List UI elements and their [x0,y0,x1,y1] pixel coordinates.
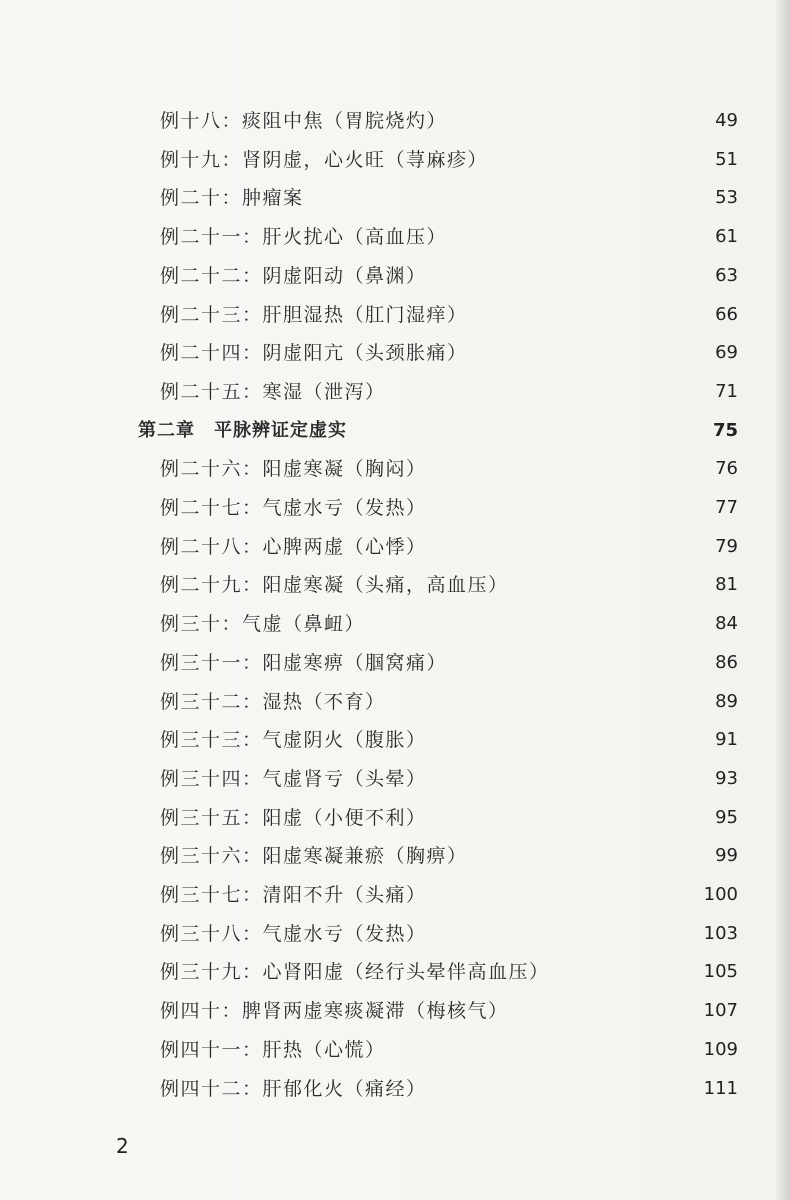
toc-entry [160,261,738,291]
toc-entry-title: 例十八：痰阻中焦（胃脘烧灼） [160,110,448,132]
toc-entry-title: 例四十：脾肾两虚寒痰凝滞（梅核气） [160,1000,509,1022]
dot-leader [435,764,708,794]
toc-entry-title: 例十九：肾阴虚，心火旺（荨麻疹） [160,149,489,171]
toc-entry [160,183,738,213]
toc-entry-page: 111 [703,1078,738,1099]
toc-entry-page: 79 [715,536,738,557]
toc-entry [160,803,738,833]
toc-entry [160,919,738,949]
toc-entry [160,222,738,252]
dot-leader [435,493,708,523]
toc-entry-title: 例三十五：阳虚（小便不利） [160,807,427,829]
toc-entry [160,300,738,330]
dot-leader [435,725,708,755]
toc-entry-page: 71 [715,381,738,402]
toc-entry [160,338,738,368]
toc-entry-title: 例三十三：气虚阴火（腹胀） [160,729,427,751]
toc-entry [160,609,738,639]
toc-entry-title: 例三十四：气虚肾亏（头晕） [160,768,427,790]
toc-entry-page: 99 [715,845,738,866]
toc-entry [160,687,738,717]
toc-entry-page: 105 [703,961,738,982]
toc-entry-page: 61 [715,226,738,247]
toc-entry-title: 例三十二：湿热（不育） [160,691,386,713]
dot-leader [355,416,705,446]
dot-leader [435,261,708,291]
toc-entry-page: 53 [715,187,738,208]
toc-entry-page: 51 [715,149,738,170]
dot-leader [435,880,696,910]
toc-entry-title: 例二十九：阳虚寒凝（头痛，高血压） [160,574,509,596]
toc-entry-title: 例二十二：阴虚阳动（鼻渊） [160,265,427,287]
toc-entry-page: 84 [715,613,738,634]
toc-entry [160,880,738,910]
dot-leader [394,1035,696,1065]
toc-entry-page: 109 [703,1039,738,1060]
toc-entry [160,454,738,484]
toc-entry-page: 95 [715,807,738,828]
dot-leader [476,300,708,330]
toc-entry-page: 100 [703,884,738,905]
toc-entry-title: 例三十八：气虚水亏（发热） [160,923,427,945]
dot-leader [435,454,708,484]
toc-entry-title: 例四十二：肝郁化火（痛经） [160,1078,427,1100]
dot-leader [435,803,708,833]
toc-entry-page: 91 [715,729,738,750]
dot-leader [455,648,707,678]
toc-entry-title: 例三十：气虚（鼻衄） [160,613,366,635]
toc-entry-title: 例四十一：肝热（心慌） [160,1039,386,1061]
dot-leader [435,919,696,949]
toc-entry-page: 86 [715,652,738,673]
toc-entry [160,570,738,600]
toc-entry-title: 例二十四：阴虚阳亢（头颈胀痛） [160,342,468,364]
dot-leader [455,222,707,252]
dot-leader [435,1074,696,1104]
dot-leader [435,532,708,562]
toc-entry [160,957,738,987]
toc-entry [160,106,738,136]
toc-entry-title: 例三十一：阳虚寒痹（腘窝痛） [160,652,448,674]
dot-leader [476,338,708,368]
dot-leader [373,609,707,639]
page-number: 2 [116,1134,129,1158]
toc-entry-title: 例二十六：阳虚寒凝（胸闷） [160,458,427,480]
dot-leader [312,183,708,213]
toc-entry-page: 49 [715,110,738,131]
toc-entry [160,532,738,562]
toc-entry [160,764,738,794]
toc-entry [160,493,738,523]
toc-entry-title: 例三十六：阳虚寒凝兼瘀（胸痹） [160,845,468,867]
dot-leader [496,145,707,175]
toc-entry-title: 例三十七：清阳不升（头痛） [160,884,427,906]
toc-entry-page: 66 [715,304,738,325]
dot-leader [517,996,696,1026]
toc-entry-page: 75 [712,420,738,441]
toc-entry-page: 81 [715,574,738,595]
dot-leader [558,957,696,987]
toc-entry-title: 例二十三：肝胆湿热（肛门湿痒） [160,304,468,326]
toc-chapter-heading [138,416,738,446]
toc-entry [160,725,738,755]
toc-entry-title: 例二十：肿瘤案 [160,187,304,209]
dot-leader [517,570,708,600]
toc-entry-page: 63 [715,265,738,286]
toc-entry-page: 93 [715,768,738,789]
toc-entry [160,996,738,1026]
dot-leader [476,841,708,871]
dot-leader [394,377,708,407]
toc-entry-title: 例二十八：心脾两虚（心悸） [160,536,427,558]
toc-entry [160,1035,738,1065]
toc-entry [160,145,738,175]
dot-leader [394,687,708,717]
toc-entry [160,1074,738,1104]
toc-entry-page: 77 [715,497,738,518]
toc-entry-page: 107 [703,1000,738,1021]
toc-entry [160,648,738,678]
toc-entry [160,377,738,407]
toc-entry-title: 例二十一：肝火扰心（高血压） [160,226,448,248]
dot-leader [455,106,707,136]
toc-entry-title: 例二十五：寒湿（泄泻） [160,381,386,403]
toc-entry [160,841,738,871]
toc-entry-page: 76 [715,458,738,479]
toc-entry-title: 例二十七：气虚水亏（发热） [160,497,427,519]
toc-entry-page: 89 [715,691,738,712]
toc-entry-page: 69 [715,342,738,363]
toc-entry-title: 第二章 平脉辨证定虚实 [138,420,347,441]
toc-entry-title: 例三十九：心肾阳虚（经行头晕伴高血压） [160,961,550,983]
toc-entry-page: 103 [703,923,738,944]
